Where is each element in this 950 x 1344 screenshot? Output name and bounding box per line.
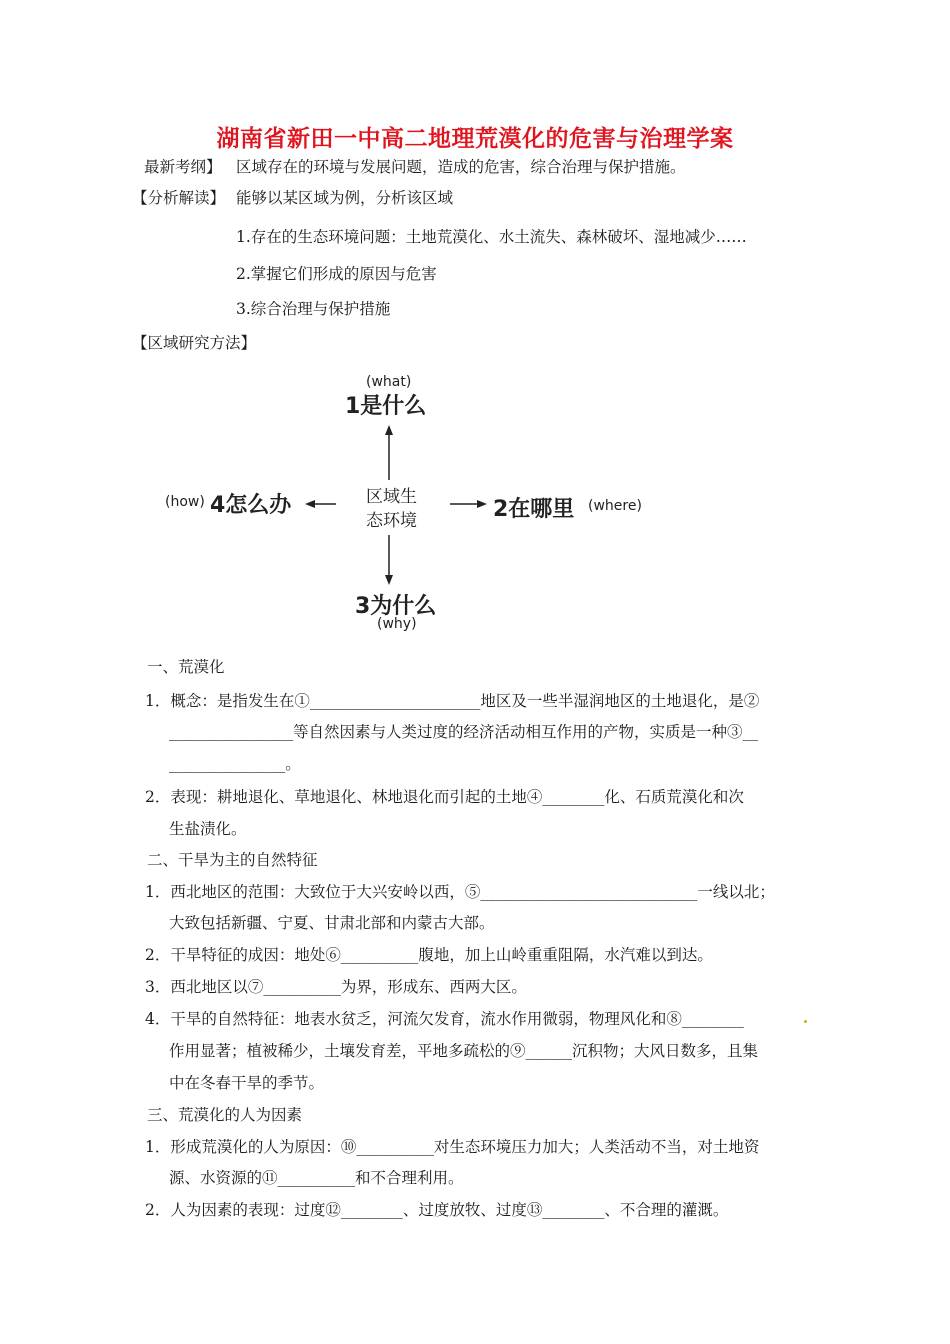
section-1-line-3: _______________。 — [169, 755, 301, 773]
yellow-mark-icon — [804, 1020, 807, 1023]
right-sub-label: (where) — [588, 498, 642, 514]
section-2-line-1: 1．西北地区的范围：大致位于大兴安岭以西，⑤____________________________一线以北； — [145, 883, 775, 901]
jiedu-label: 【分析解读】 — [132, 189, 226, 207]
section-2-line-3: 2．干旱特征的成因：地处⑥__________腹地，加上山岭重重阻隔，水汽难以到达。 — [145, 946, 713, 964]
page-title: 湖南省新田一中高二地理荒漠化的危害与治理学案 — [216, 126, 734, 152]
section-2-line-6: 作用显著；植被稀少，土壤发育差，平地多疏松的⑨______沉积物；大风日数多，且集 — [169, 1042, 759, 1060]
section-1-line-5: 生盐渍化。 — [169, 820, 247, 838]
section-2-line-7: 中在冬春干旱的季节。 — [169, 1074, 325, 1092]
center-label-line1: 区域生 — [366, 487, 417, 507]
left-main-label: 4怎么办 — [210, 493, 292, 518]
method-label: 【区域研究方法】 — [132, 334, 257, 352]
section-2-heading: 二、干旱为主的自然特征 — [147, 851, 318, 869]
arrow-left-icon — [305, 500, 336, 508]
top-sub-label: (what) — [366, 374, 412, 390]
section-3-line-1: 1．形成荒漠化的人为原因：⑩__________对生态环境压力加大；人类活动不当，对土地资 — [145, 1138, 760, 1156]
arrow-right-icon — [450, 500, 487, 508]
section-3-line-2: 源、水资源的⑪__________和不合理利用。 — [169, 1169, 464, 1187]
arrow-down-icon — [385, 535, 393, 585]
section-1-line-2: ________________等自然因素与人类过度的经济活动相互作用的产物，实质是一种③__ — [169, 723, 759, 741]
section-2-line-2: 大致包括新疆、宁夏、甘肃北部和内蒙古大部。 — [169, 914, 495, 932]
section-1-line-1: 1．概念：是指发生在①______________________地区及一些半湿润地区的土地退化，是② — [145, 692, 760, 710]
kaogang-text: 区域存在的环境与发展问题，造成的危害，综合治理与保护措施。 — [236, 158, 686, 176]
point-3: 3.综合治理与保护措施 — [236, 300, 391, 318]
bottom-sub-label: (why) — [377, 616, 417, 632]
left-sub-label: (how) — [165, 494, 205, 510]
section-2-line-4: 3．西北地区以⑦__________为界，形成东、西两大区。 — [145, 978, 527, 996]
point-1: 1.存在的生态环境问题：土地荒漠化、水土流失、森林破坏、湿地减少…… — [236, 228, 747, 246]
jiedu-text: 能够以某区域为例，分析该区域 — [236, 189, 454, 207]
arrow-up-icon — [385, 425, 393, 480]
top-main-label: 1是什么 — [345, 394, 427, 419]
section-3-heading: 三、荒漠化的人为因素 — [147, 1106, 303, 1124]
section-2-line-5: 4．干旱的自然特征：地表水贫乏，河流欠发育，流水作用微弱，物理风化和⑧________ — [145, 1010, 744, 1028]
center-label-line2: 态环境 — [366, 511, 417, 531]
kaogang-label: 最新考纲】 — [144, 158, 222, 176]
point-2: 2.掌握它们形成的原因与危害 — [236, 265, 437, 283]
section-1-heading: 一、荒漠化 — [147, 658, 225, 676]
section-3-line-3: 2．人为因素的表现：过度⑫________、过度放牧、过度⑬________、不合理的灌溉。 — [145, 1201, 729, 1219]
section-1-line-4: 2．表现：耕地退化、草地退化、林地退化而引起的土地④________化、石质荒漠化和次 — [145, 788, 744, 806]
right-main-label: 2在哪里 — [493, 497, 575, 522]
bottom-main-label: 3为什么 — [355, 594, 437, 619]
